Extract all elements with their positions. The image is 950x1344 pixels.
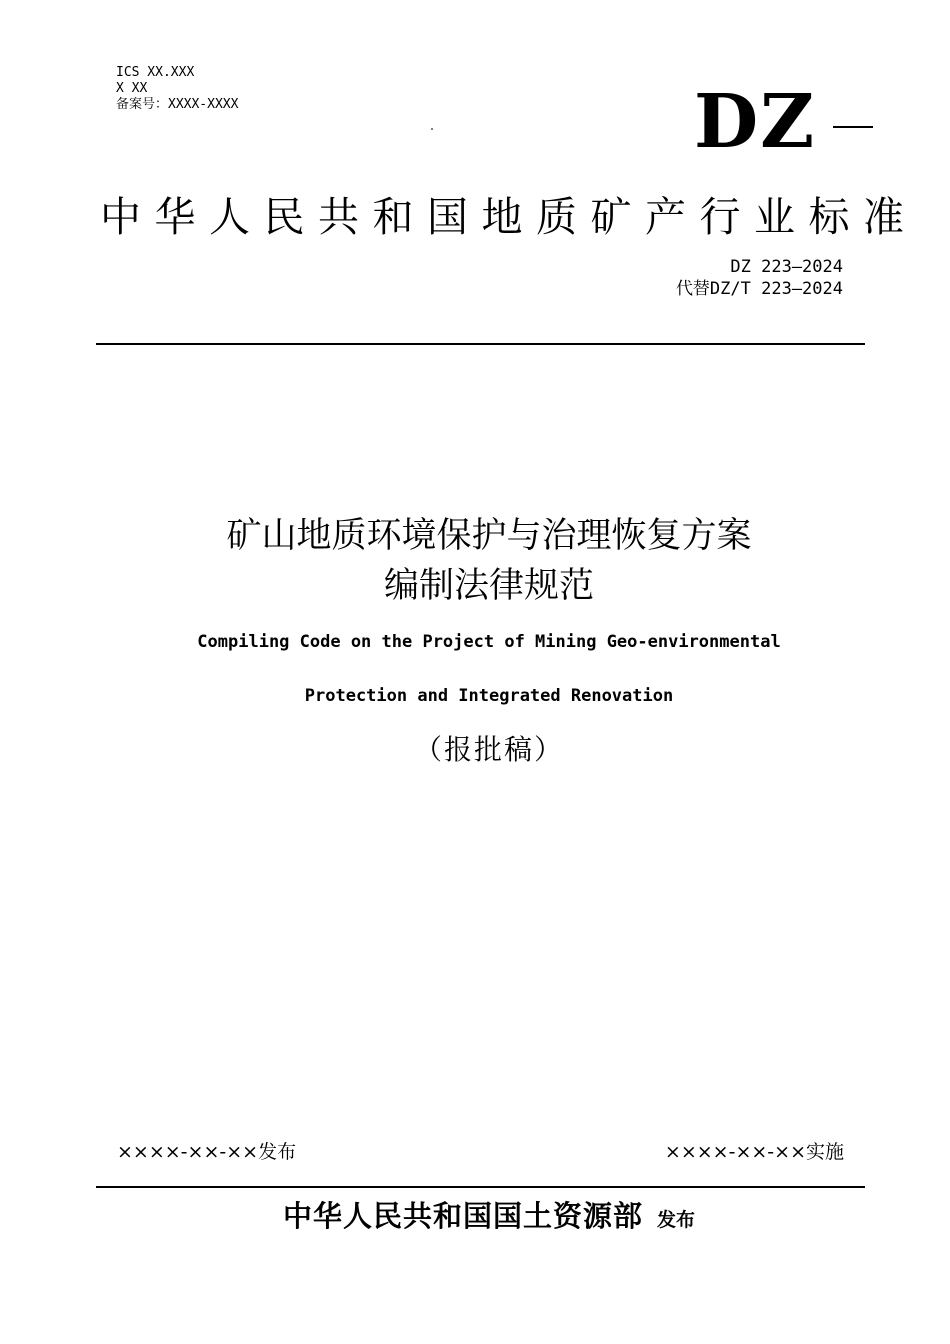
issue-date: ××××-××-××发布 <box>117 1141 297 1163</box>
bottom-divider <box>96 1186 865 1188</box>
standard-type-header: 中华人民共和国地质矿产行业标准 <box>100 193 918 241</box>
dz-logo: DZ <box>694 79 817 165</box>
draft-status: （报批稿） <box>413 733 564 766</box>
issuer-suffix: 发布 <box>657 1209 696 1231</box>
classification-code: X XX <box>116 81 148 96</box>
implementation-date: ××××-××-××实施 <box>664 1141 844 1163</box>
title-cn-line-1: 矿山地质环境保护与治理恢复方案 <box>226 516 752 556</box>
replaced-standard-number: 代替DZ/T 223—2024 <box>675 279 843 299</box>
title-en-line-1: Compiling Code on the Project of Mining Geo-environmental <box>197 632 781 652</box>
standard-number: DZ 223—2024 <box>730 257 843 277</box>
ics-code: ICS XX.XXX <box>116 65 195 80</box>
title-en-line-2: Protection and Integrated Renovation <box>304 686 674 706</box>
issuer-name: 中华人民共和国国土资源部 <box>282 1199 643 1233</box>
stray-dot <box>431 128 433 130</box>
top-divider <box>96 343 865 345</box>
issuer-line <box>0 1196 950 1236</box>
record-number: 备案号：XXXX-XXXX <box>116 97 239 112</box>
dz-logo-dash <box>833 126 873 128</box>
title-cn-line-2: 编制法律规范 <box>383 566 594 606</box>
